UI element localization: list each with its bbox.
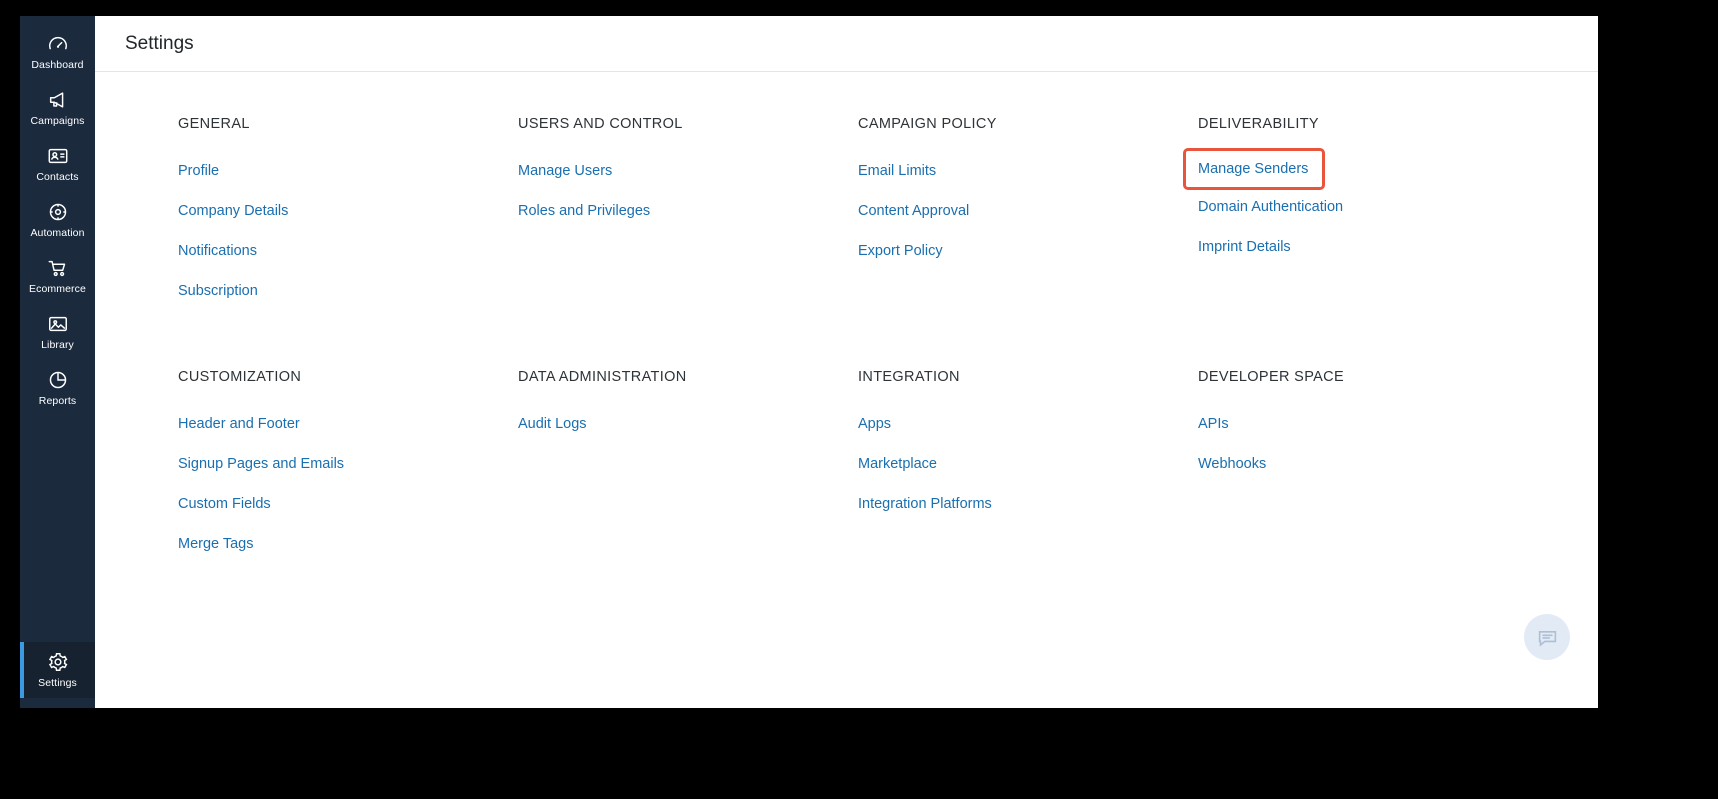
settings-link-list [858, 151, 1198, 271]
sidebar-item-reports[interactable] [20, 360, 95, 416]
settings-link-list [858, 404, 1198, 524]
settings-link-notifications[interactable]: Notifications [178, 243, 257, 259]
sidebar-item-library[interactable] [20, 304, 95, 360]
page-header [95, 16, 1598, 72]
library-image-icon [47, 313, 69, 335]
settings-link-imprint-details[interactable]: Imprint Details [1198, 239, 1291, 255]
settings-group-title: DELIVERABILITY [1198, 116, 1319, 132]
pie-chart-icon [47, 369, 69, 391]
sidebar-top-items [20, 16, 95, 416]
settings-group-title: CAMPAIGN POLICY [858, 116, 997, 132]
sidebar-item-label: Automation [30, 227, 85, 239]
speedometer-icon [47, 33, 69, 55]
automation-icon [47, 201, 69, 223]
settings-link-manage-senders[interactable]: Manage Senders [1186, 151, 1322, 187]
settings-group-title: CUSTOMIZATION [178, 369, 302, 385]
settings-grid [95, 72, 1598, 708]
settings-link-merge-tags[interactable]: Merge Tags [178, 536, 254, 552]
settings-link-list [518, 404, 858, 444]
sidebar-item-contacts[interactable] [20, 136, 95, 192]
chat-bubble-icon[interactable] [1524, 614, 1570, 660]
settings-group [518, 369, 858, 564]
settings-group-title: GENERAL [178, 116, 250, 132]
sidebar-item-campaigns[interactable] [20, 80, 95, 136]
sidebar-item-automation[interactable] [20, 192, 95, 248]
megaphone-icon [47, 89, 69, 111]
sidebar-item-label: Campaigns [30, 115, 85, 127]
gear-icon [47, 651, 69, 673]
settings-link-header-and-footer[interactable]: Header and Footer [178, 416, 300, 432]
settings-link-list [178, 404, 518, 564]
settings-group [178, 369, 518, 564]
settings-group [858, 369, 1198, 564]
sidebar-bottom-items [20, 642, 95, 708]
shopping-cart-icon [47, 257, 69, 279]
content-area [95, 16, 1598, 708]
settings-group [858, 116, 1198, 311]
contact-card-icon [47, 145, 69, 167]
settings-link-custom-fields[interactable]: Custom Fields [178, 496, 271, 512]
sidebar-spacer [20, 416, 95, 642]
settings-link-email-limits[interactable]: Email Limits [858, 163, 937, 179]
settings-link-list [178, 151, 518, 311]
settings-link-manage-users[interactable]: Manage Users [518, 163, 613, 179]
settings-group-title: INTEGRATION [858, 369, 960, 385]
settings-link-list [518, 151, 858, 231]
sidebar-item-label: Dashboard [31, 59, 84, 71]
sidebar-item-ecommerce[interactable] [20, 248, 95, 304]
sidebar-item-label: Ecommerce [29, 283, 86, 295]
sidebar-item-label: Settings [38, 677, 77, 689]
settings-group [518, 116, 858, 311]
settings-link-webhooks[interactable]: Webhooks [1198, 456, 1267, 472]
settings-link-content-approval[interactable]: Content Approval [858, 203, 970, 219]
settings-group [1198, 116, 1538, 311]
settings-link-list [1198, 151, 1538, 267]
settings-link-apps[interactable]: Apps [858, 416, 892, 432]
settings-group-title: USERS AND CONTROL [518, 116, 683, 132]
page-title: Settings [125, 32, 194, 54]
sidebar-item-dashboard[interactable] [20, 24, 95, 80]
settings-link-integration-platforms[interactable]: Integration Platforms [858, 496, 992, 512]
settings-group [178, 116, 518, 311]
settings-group-title: DATA ADMINISTRATION [518, 369, 687, 385]
settings-link-profile[interactable]: Profile [178, 163, 220, 179]
settings-link-audit-logs[interactable]: Audit Logs [518, 416, 587, 432]
settings-link-subscription[interactable]: Subscription [178, 283, 258, 299]
settings-link-marketplace[interactable]: Marketplace [858, 456, 937, 472]
sidebar-item-settings[interactable] [20, 642, 95, 698]
settings-link-list [1198, 404, 1538, 484]
settings-link-export-policy[interactable]: Export Policy [858, 243, 943, 259]
settings-link-roles-and-privileges[interactable]: Roles and Privileges [518, 203, 651, 219]
settings-link-company-details[interactable]: Company Details [178, 203, 289, 219]
settings-group-title: DEVELOPER SPACE [1198, 369, 1345, 385]
settings-link-apis[interactable]: APIs [1198, 416, 1229, 432]
primary-sidebar [20, 16, 95, 708]
settings-link-signup-pages-and-emails[interactable]: Signup Pages and Emails [178, 456, 345, 472]
settings-group [1198, 369, 1538, 564]
settings-link-domain-authentication[interactable]: Domain Authentication [1198, 199, 1344, 215]
app-window [20, 16, 1598, 708]
sidebar-item-label: Library [41, 339, 74, 351]
sidebar-item-label: Reports [38, 395, 77, 407]
sidebar-item-label: Contacts [36, 171, 79, 183]
